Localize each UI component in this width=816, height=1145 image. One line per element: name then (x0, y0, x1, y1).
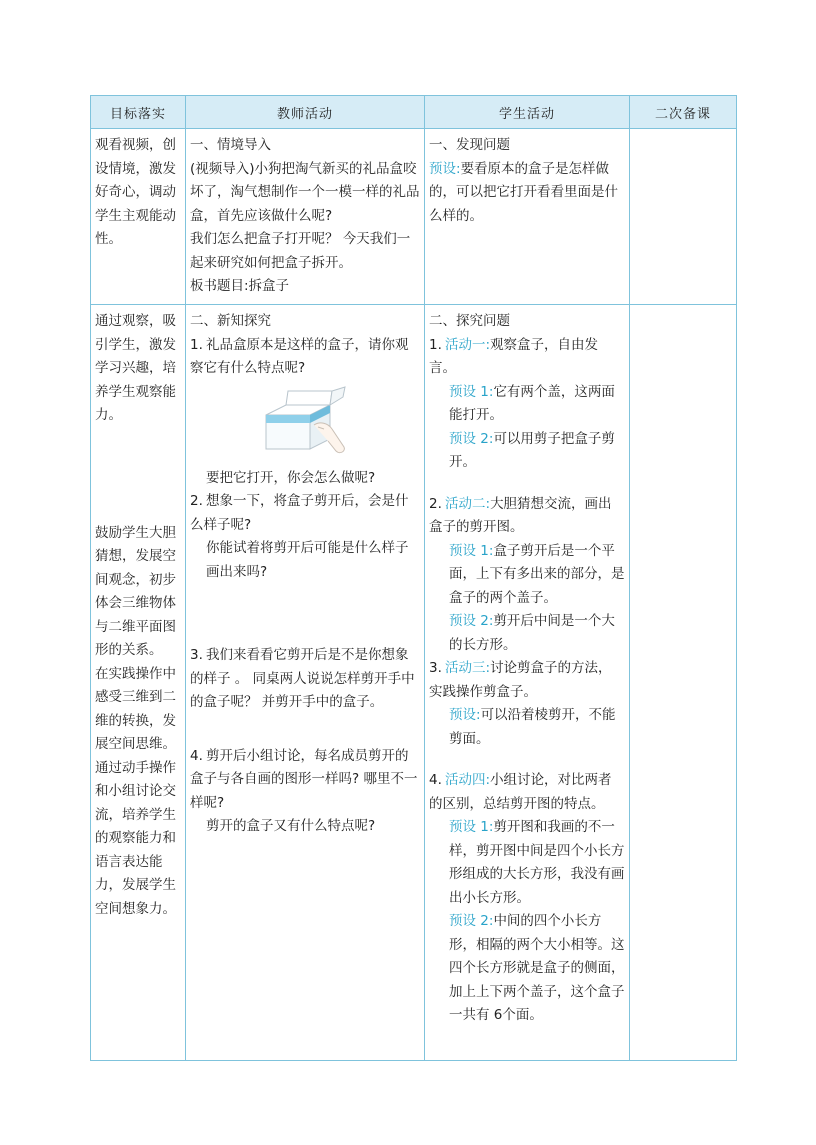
header-second-prep: 二次备课 (630, 96, 737, 129)
goal-text: 通过观察，吸引学生，激发学习兴趣，培养学生观察能力。 (95, 313, 176, 423)
preset-label: 预设 1: (449, 819, 494, 835)
activity-item: 2. 活动二:大胆猜想交流，画出盒子的剪开图。 (429, 495, 612, 535)
goal-cell (91, 129, 186, 305)
preset-paragraph (429, 158, 625, 229)
preset-label: 预设: (429, 160, 461, 177)
lesson-plan-table (90, 95, 737, 1061)
preset-paragraph: 预设 1:盒子剪开后是一个平面，上下有多出来的部分，是盒子的两个盖子。 (449, 542, 625, 606)
teacher-text: 你能试着将剪开后可能是什么样子画出来吗? (206, 540, 409, 580)
table-row (91, 305, 737, 1061)
goal-cell (91, 305, 186, 1061)
preset-paragraph: 预设 1:它有两个盖，这两面能打开。 (449, 383, 615, 423)
preset-paragraph: 预设:可以沿着棱剪开，不能剪面。 (449, 707, 616, 747)
second-prep-cell (630, 129, 737, 305)
list-item: 1. 礼品盒原本是这样的盒子，请你观察它有什么特点呢? (190, 336, 409, 376)
student-cell (425, 305, 630, 1061)
section-heading: 一、情境导入 (190, 137, 271, 153)
preset-label: 预设 1: (449, 383, 494, 400)
box-illustration (248, 385, 358, 463)
section-heading: 一、发现问题 (429, 137, 510, 153)
list-item: 2. 想象一下，将盒子剪开后，会是什么样子呢? (190, 493, 409, 533)
activity-label: 活动二: (445, 495, 491, 512)
list-item: 4. 剪开后小组讨论，每名成员剪开的盒子与各自画的图形一样吗? 哪里不一样呢? (190, 747, 418, 811)
activity-item: 4. 活动四:小组讨论，对比两者的区别，总结剪开图的特点。 (429, 772, 612, 812)
teacher-cell (186, 305, 425, 1061)
teacher-text: 要把它打开，你会怎么做呢? (206, 469, 376, 486)
preset-paragraph: 预设 1:剪开图和我画的不一样，剪开图中间是四个小长方形组成的大长方形，我没有画出小长方形。 (449, 819, 625, 906)
preset-text: 要看原本的盒子是怎样做的，可以把它打开看看里面是什么样的。 (429, 160, 618, 224)
goal-text: 观看视频，创设情境，激发好奇心，调动学生主观能动性。 (95, 137, 176, 247)
table-row (91, 129, 737, 305)
teacher-cell (186, 129, 425, 305)
goal-text: 在实践操作中感受三维到二维的转换，发展空间思维。 (95, 665, 176, 752)
activity-item: 3. 活动三:讨论剪盒子的方法，实践操作剪盒子。 (429, 660, 612, 700)
teacher-text: 剪开的盒子又有什么特点呢? (206, 818, 376, 834)
list-item: 3. 我们来看看它剪开后是不是你想象的样子 。 同桌两人说说怎样剪开手中的盒子呢？ 并剪开手中的盒子。 (190, 647, 415, 710)
student-cell (425, 129, 630, 305)
teacher-text: (视频导入)小狗把淘气新买的礼品盒咬坏了，淘气想制作一个一模一样的礼品盒，首先应该做什么呢? (190, 160, 420, 224)
preset-paragraph: 预设 2:可以用剪子把盒子剪开。 (449, 430, 615, 470)
activity-label: 活动一: (445, 336, 491, 353)
activity-item: 1. 活动一:观察盒子，自由发言。 (429, 336, 599, 376)
preset-label: 预设: (449, 707, 481, 723)
activity-label: 活动四: (445, 772, 491, 788)
preset-label: 预设 2: (449, 613, 494, 629)
section-heading: 二、探究问题 (429, 313, 510, 329)
preset-label: 预设 1: (449, 542, 494, 559)
teacher-text: 板书题目:拆盒子 (190, 278, 290, 294)
header-student-activity: 学生活动 (425, 96, 630, 129)
header-row (91, 96, 737, 129)
second-prep-cell (630, 305, 737, 1061)
preset-label: 预设 2: (449, 913, 494, 929)
teacher-text: 我们怎么把盒子打开呢？ 今天我们一起来研究如何把盒子拆开。 (190, 231, 411, 271)
goal-text: 鼓励学生大胆猜想，发展空间观念，初步体会三维物体与二维平面图形的关系。 (95, 524, 176, 658)
header-teacher-activity: 教师活动 (186, 96, 425, 129)
header-goal: 目标落实 (91, 96, 186, 129)
activity-label: 活动三: (445, 660, 491, 676)
preset-paragraph: 预设 2:中间的四个小长方形，相隔的两个大小相等。这四个长方形就是盒子的侧面，加上上下两个盖子，这个盒子一共有 6个面。 (449, 913, 625, 1023)
preset-paragraph: 预设 2:剪开后中间是一个大的长方形。 (449, 613, 615, 653)
section-heading: 二、新知探究 (190, 313, 271, 329)
goal-text: 通过动手操作和小组讨论交流，培养学生的观察能力和语言表达能力，发展学生空间想象力。 (95, 759, 176, 917)
preset-label: 预设 2: (449, 430, 494, 447)
